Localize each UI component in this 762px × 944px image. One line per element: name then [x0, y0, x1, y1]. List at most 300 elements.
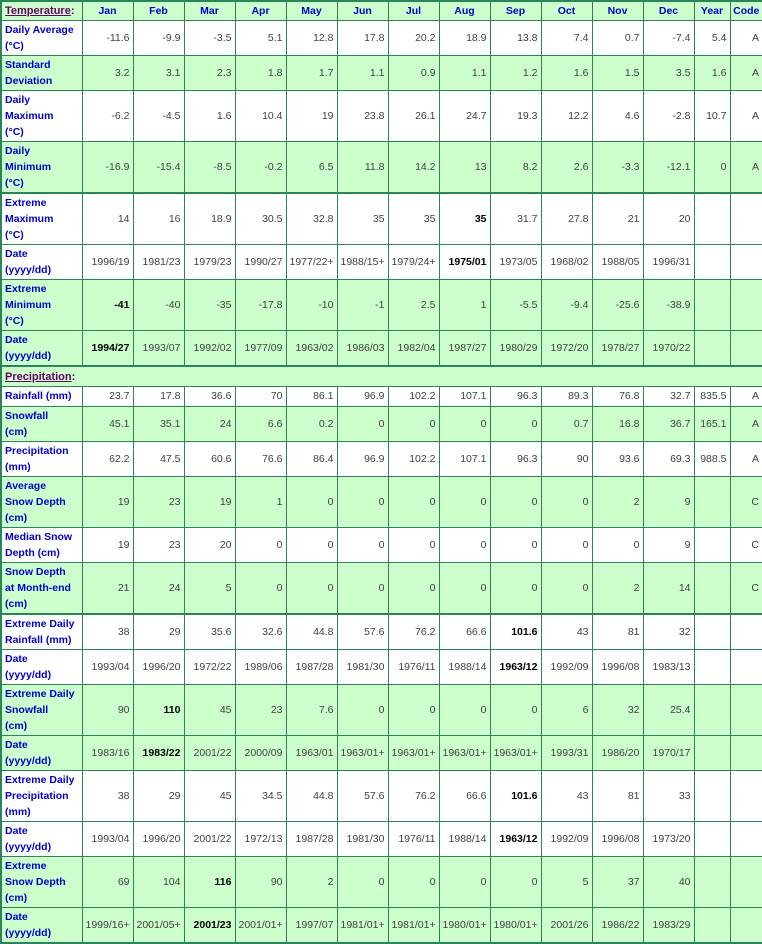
value-cell: 1997/07: [286, 908, 337, 944]
value-cell: 36.6: [184, 387, 235, 407]
value-cell: 0: [439, 407, 490, 442]
value-cell: 1980/01+: [439, 908, 490, 944]
value-cell: -38.9: [643, 280, 694, 331]
value-cell: 1996/20: [133, 822, 184, 857]
value-cell: 1996/08: [592, 650, 643, 685]
value-cell: 16: [133, 193, 184, 245]
value-cell: 5.1: [235, 21, 286, 56]
row-label-line: (cm): [5, 892, 28, 904]
value-cell: 96.3: [490, 387, 541, 407]
value-cell: 45.1: [82, 407, 133, 442]
value-cell: 1972/20: [541, 331, 592, 367]
value-cell: 107.1: [439, 442, 490, 477]
value-cell: 66.6: [439, 614, 490, 650]
value-cell: 1987/28: [286, 650, 337, 685]
row-label-line: (yyyy/dd): [5, 841, 52, 853]
value-cell: 90: [82, 685, 133, 736]
column-header-aug: Aug: [439, 1, 490, 21]
row-label-line: Daily: [5, 145, 31, 157]
table-row: [1, 771, 762, 822]
row-label: [1, 614, 82, 650]
value-cell: 1973/20: [643, 822, 694, 857]
row-label-line: Extreme Daily: [5, 618, 75, 630]
table-row: [1, 387, 762, 407]
value-cell: 0: [490, 528, 541, 563]
value-cell: 1988/15+: [337, 245, 388, 280]
row-label: [1, 280, 82, 331]
value-cell: 5.4: [694, 21, 730, 56]
value-cell: 0: [337, 563, 388, 615]
value-cell: 0: [541, 528, 592, 563]
value-cell: 988.5: [694, 442, 730, 477]
row-label-line: Date: [5, 825, 28, 837]
value-cell: 13.8: [490, 21, 541, 56]
column-header-jun: Jun: [337, 1, 388, 21]
value-cell: 1983/22: [133, 736, 184, 771]
row-label-line: Average: [5, 480, 47, 492]
value-cell: 14.2: [388, 142, 439, 194]
value-cell: 2001/26: [541, 908, 592, 944]
value-cell: -25.6: [592, 280, 643, 331]
value-cell: 66.6: [439, 771, 490, 822]
row-label: [1, 477, 82, 528]
value-cell: 110: [133, 685, 184, 736]
table-row: [1, 563, 762, 615]
value-cell: 1992/02: [184, 331, 235, 367]
value-cell: 0: [541, 477, 592, 528]
value-cell: -5.5: [490, 280, 541, 331]
value-cell: 36.7: [643, 407, 694, 442]
value-cell: 19.3: [490, 91, 541, 142]
value-cell: 1973/05: [490, 245, 541, 280]
value-cell: 10.7: [694, 91, 730, 142]
value-cell: 7.4: [541, 21, 592, 56]
value-cell: 17.8: [133, 387, 184, 407]
temperature-header-cell: [1, 1, 82, 21]
row-label-line: (°C): [5, 40, 24, 52]
value-cell: [730, 193, 762, 245]
value-cell: 0: [694, 142, 730, 194]
value-cell: 1993/07: [133, 331, 184, 367]
value-cell: -0.2: [235, 142, 286, 194]
value-cell: -8.5: [184, 142, 235, 194]
value-cell: 0: [235, 563, 286, 615]
column-header-dec: Dec: [643, 1, 694, 21]
row-label-line: Snow Depth: [5, 496, 66, 508]
value-cell: 90: [235, 857, 286, 908]
value-cell: 18.9: [439, 21, 490, 56]
value-cell: [694, 614, 730, 650]
value-cell: 1986/20: [592, 736, 643, 771]
value-cell: 1999/16+: [82, 908, 133, 944]
value-cell: [730, 822, 762, 857]
column-header-jan: Jan: [82, 1, 133, 21]
value-cell: 32.8: [286, 193, 337, 245]
row-label-line: Snow Depth: [5, 876, 66, 888]
column-header-nov: Nov: [592, 1, 643, 21]
value-cell: 0: [388, 528, 439, 563]
value-cell: A: [730, 407, 762, 442]
value-cell: 20: [643, 193, 694, 245]
value-cell: -6.2: [82, 91, 133, 142]
value-cell: [730, 908, 762, 944]
value-cell: -9.9: [133, 21, 184, 56]
value-cell: 32: [643, 614, 694, 650]
value-cell: 1963/02: [286, 331, 337, 367]
value-cell: A: [730, 387, 762, 407]
row-label-line: Daily Average: [5, 24, 74, 36]
column-header-may: May: [286, 1, 337, 21]
value-cell: 1988/05: [592, 245, 643, 280]
value-cell: 11.8: [337, 142, 388, 194]
value-cell: [694, 908, 730, 944]
value-cell: 9: [643, 528, 694, 563]
value-cell: [694, 280, 730, 331]
value-cell: 0: [439, 857, 490, 908]
row-label-line: Median Snow: [5, 531, 73, 543]
value-cell: 89.3: [541, 387, 592, 407]
row-label-line: at Month-end: [5, 582, 71, 594]
row-label: [1, 407, 82, 442]
value-cell: 2001/22: [184, 736, 235, 771]
value-cell: 1993/04: [82, 650, 133, 685]
row-label-line: (yyyy/dd): [5, 350, 52, 362]
value-cell: 1963/12: [490, 822, 541, 857]
row-label-line: (°C): [5, 177, 24, 189]
value-cell: 1983/16: [82, 736, 133, 771]
value-cell: 0.7: [541, 407, 592, 442]
value-cell: [730, 857, 762, 908]
value-cell: 19: [82, 477, 133, 528]
table-row: [1, 331, 762, 367]
value-cell: 1982/04: [388, 331, 439, 367]
value-cell: 0: [388, 857, 439, 908]
value-cell: 23: [235, 685, 286, 736]
value-cell: [730, 245, 762, 280]
column-header-jul: Jul: [388, 1, 439, 21]
value-cell: 43: [541, 614, 592, 650]
row-label-line: Daily: [5, 94, 31, 106]
value-cell: 0: [337, 407, 388, 442]
value-cell: 1.6: [184, 91, 235, 142]
value-cell: 12.2: [541, 91, 592, 142]
value-cell: 1993/04: [82, 822, 133, 857]
row-label-line: (°C): [5, 126, 24, 138]
value-cell: 4.6: [592, 91, 643, 142]
row-label-line: (yyyy/dd): [5, 755, 52, 767]
value-cell: -4.5: [133, 91, 184, 142]
value-cell: 1980/01+: [490, 908, 541, 944]
value-cell: 45: [184, 685, 235, 736]
value-cell: -17.8: [235, 280, 286, 331]
value-cell: 1980/29: [490, 331, 541, 367]
row-label-line: Date: [5, 911, 28, 923]
value-cell: -2.8: [643, 91, 694, 142]
row-label-line: Minimum: [5, 299, 52, 311]
row-label-line: Precipitation: [5, 790, 69, 802]
value-cell: [694, 736, 730, 771]
row-label-line: Rainfall (mm): [5, 634, 72, 646]
value-cell: 1.5: [592, 56, 643, 91]
value-cell: 96.3: [490, 442, 541, 477]
value-cell: 1996/08: [592, 822, 643, 857]
value-cell: 14: [643, 563, 694, 615]
value-cell: [694, 528, 730, 563]
value-cell: 29: [133, 614, 184, 650]
value-cell: 76.2: [388, 771, 439, 822]
row-label-line: (yyyy/dd): [5, 264, 52, 276]
value-cell: 1972/13: [235, 822, 286, 857]
row-label-line: Extreme Daily: [5, 688, 75, 700]
value-cell: 31.7: [490, 193, 541, 245]
value-cell: 2: [286, 857, 337, 908]
value-cell: -11.6: [82, 21, 133, 56]
value-cell: 90: [541, 442, 592, 477]
value-cell: 1987/27: [439, 331, 490, 367]
value-cell: 1963/12: [490, 650, 541, 685]
row-label: [1, 736, 82, 771]
value-cell: 116: [184, 857, 235, 908]
value-cell: 2001/01+: [235, 908, 286, 944]
value-cell: 8.2: [490, 142, 541, 194]
row-label-line: Extreme: [5, 860, 47, 872]
value-cell: 1970/17: [643, 736, 694, 771]
row-label-line: Date: [5, 653, 28, 665]
value-cell: 2.6: [541, 142, 592, 194]
value-cell: 0: [388, 563, 439, 615]
value-cell: C: [730, 563, 762, 615]
value-cell: 70: [235, 387, 286, 407]
row-label: [1, 331, 82, 367]
value-cell: 35.1: [133, 407, 184, 442]
value-cell: 43: [541, 771, 592, 822]
table-row: [1, 56, 762, 91]
value-cell: 101.6: [490, 771, 541, 822]
value-cell: 96.9: [337, 442, 388, 477]
table-row: [1, 91, 762, 142]
value-cell: 1978/27: [592, 331, 643, 367]
value-cell: 1977/09: [235, 331, 286, 367]
colon: :: [71, 371, 76, 383]
value-cell: 1: [439, 280, 490, 331]
value-cell: 34.5: [235, 771, 286, 822]
column-header-sep: Sep: [490, 1, 541, 21]
value-cell: 21: [82, 563, 133, 615]
value-cell: 19: [82, 528, 133, 563]
value-cell: 0: [286, 563, 337, 615]
value-cell: 1986/03: [337, 331, 388, 367]
value-cell: 86.1: [286, 387, 337, 407]
value-cell: 1981/30: [337, 650, 388, 685]
value-cell: 2: [592, 477, 643, 528]
value-cell: [694, 331, 730, 367]
row-label: [1, 685, 82, 736]
table-body: [1, 1, 762, 943]
value-cell: -40: [133, 280, 184, 331]
value-cell: [730, 614, 762, 650]
row-label-line: Depth (cm): [5, 547, 60, 559]
value-cell: 1992/09: [541, 650, 592, 685]
value-cell: 1981/01+: [388, 908, 439, 944]
value-cell: 1977/22+: [286, 245, 337, 280]
section-header-cell: [1, 366, 762, 387]
value-cell: 23.8: [337, 91, 388, 142]
value-cell: 107.1: [439, 387, 490, 407]
row-label-line: Date: [5, 739, 28, 751]
value-cell: 102.2: [388, 387, 439, 407]
value-cell: 32: [592, 685, 643, 736]
column-header-feb: Feb: [133, 1, 184, 21]
value-cell: 16.8: [592, 407, 643, 442]
value-cell: 17.8: [337, 21, 388, 56]
value-cell: 33: [643, 771, 694, 822]
value-cell: -10: [286, 280, 337, 331]
row-label-line: Extreme: [5, 197, 47, 209]
value-cell: 38: [82, 771, 133, 822]
value-cell: 1981/23: [133, 245, 184, 280]
row-label-line: Snowfall: [5, 704, 49, 716]
value-cell: A: [730, 442, 762, 477]
value-cell: C: [730, 528, 762, 563]
value-cell: 0.7: [592, 21, 643, 56]
value-cell: 0: [439, 685, 490, 736]
row-label: [1, 771, 82, 822]
value-cell: 2001/22: [184, 822, 235, 857]
row-label-line: (°C): [5, 229, 24, 241]
value-cell: 0: [388, 685, 439, 736]
row-label-line: Deviation: [5, 75, 53, 87]
value-cell: 76.2: [388, 614, 439, 650]
value-cell: -3.5: [184, 21, 235, 56]
value-cell: A: [730, 91, 762, 142]
value-cell: 1987/28: [286, 822, 337, 857]
table-row: [1, 477, 762, 528]
column-header-year: Year: [694, 1, 730, 21]
value-cell: -12.1: [643, 142, 694, 194]
value-cell: 1988/14: [439, 822, 490, 857]
row-label-line: Maximum: [5, 213, 54, 225]
value-cell: [694, 245, 730, 280]
value-cell: 69: [82, 857, 133, 908]
value-cell: 32.6: [235, 614, 286, 650]
precipitation-link[interactable]: Precipitation: [5, 371, 72, 383]
value-cell: 1963/01+: [490, 736, 541, 771]
value-cell: 35: [439, 193, 490, 245]
value-cell: 76.6: [235, 442, 286, 477]
value-cell: 1979/24+: [388, 245, 439, 280]
value-cell: 86.4: [286, 442, 337, 477]
value-cell: 1963/01: [286, 736, 337, 771]
value-cell: 32.7: [643, 387, 694, 407]
value-cell: 20.2: [388, 21, 439, 56]
value-cell: 1.2: [490, 56, 541, 91]
value-cell: 1996/20: [133, 650, 184, 685]
row-label-line: (°C): [5, 315, 24, 327]
table-row: [1, 650, 762, 685]
value-cell: 1976/11: [388, 822, 439, 857]
value-cell: 5: [541, 857, 592, 908]
value-cell: A: [730, 21, 762, 56]
row-label: [1, 857, 82, 908]
value-cell: 2.5: [388, 280, 439, 331]
value-cell: [694, 771, 730, 822]
value-cell: 6.6: [235, 407, 286, 442]
row-label: [1, 563, 82, 615]
value-cell: [730, 736, 762, 771]
row-label: [1, 91, 82, 142]
value-cell: 81: [592, 771, 643, 822]
value-cell: 3.2: [82, 56, 133, 91]
value-cell: 1988/14: [439, 650, 490, 685]
value-cell: 0: [337, 477, 388, 528]
row-label: [1, 56, 82, 91]
table-row: [1, 685, 762, 736]
value-cell: 1963/01+: [337, 736, 388, 771]
value-cell: 60.6: [184, 442, 235, 477]
column-header-oct: Oct: [541, 1, 592, 21]
value-cell: 101.6: [490, 614, 541, 650]
row-label-line: (cm): [5, 512, 28, 524]
temperature-link[interactable]: Temperature: [5, 5, 71, 17]
value-cell: 1970/22: [643, 331, 694, 367]
value-cell: 27.8: [541, 193, 592, 245]
value-cell: -35: [184, 280, 235, 331]
value-cell: 38: [82, 614, 133, 650]
value-cell: 2: [592, 563, 643, 615]
row-label: [1, 650, 82, 685]
value-cell: 57.6: [337, 771, 388, 822]
value-cell: 5: [184, 563, 235, 615]
section-row: [1, 366, 762, 387]
value-cell: -9.4: [541, 280, 592, 331]
value-cell: [694, 685, 730, 736]
value-cell: 0: [490, 407, 541, 442]
value-cell: [730, 280, 762, 331]
row-label-line: (cm): [5, 720, 28, 732]
value-cell: 165.1: [694, 407, 730, 442]
value-cell: 0: [490, 857, 541, 908]
value-cell: [694, 857, 730, 908]
value-cell: 1983/29: [643, 908, 694, 944]
value-cell: 1993/31: [541, 736, 592, 771]
value-cell: 0: [439, 528, 490, 563]
row-label: [1, 822, 82, 857]
row-label: [1, 908, 82, 944]
value-cell: 2001/05+: [133, 908, 184, 944]
value-cell: 0.2: [286, 407, 337, 442]
value-cell: 0.9: [388, 56, 439, 91]
value-cell: 0: [490, 477, 541, 528]
row-label-line: (cm): [5, 426, 28, 438]
table-row: [1, 142, 762, 194]
row-label-line: Rainfall (mm): [5, 390, 72, 402]
row-label-line: Snowfall: [5, 410, 49, 422]
value-cell: [694, 650, 730, 685]
value-cell: 1.7: [286, 56, 337, 91]
column-header-mar: Mar: [184, 1, 235, 21]
value-cell: 2001/23: [184, 908, 235, 944]
value-cell: 1989/06: [235, 650, 286, 685]
value-cell: 69.3: [643, 442, 694, 477]
header-row: [1, 1, 762, 21]
value-cell: 0: [337, 857, 388, 908]
value-cell: 13: [439, 142, 490, 194]
value-cell: -41: [82, 280, 133, 331]
row-label-line: Precipitation: [5, 445, 69, 457]
value-cell: 19: [286, 91, 337, 142]
value-cell: 1990/27: [235, 245, 286, 280]
row-label-line: Standard: [5, 59, 51, 71]
